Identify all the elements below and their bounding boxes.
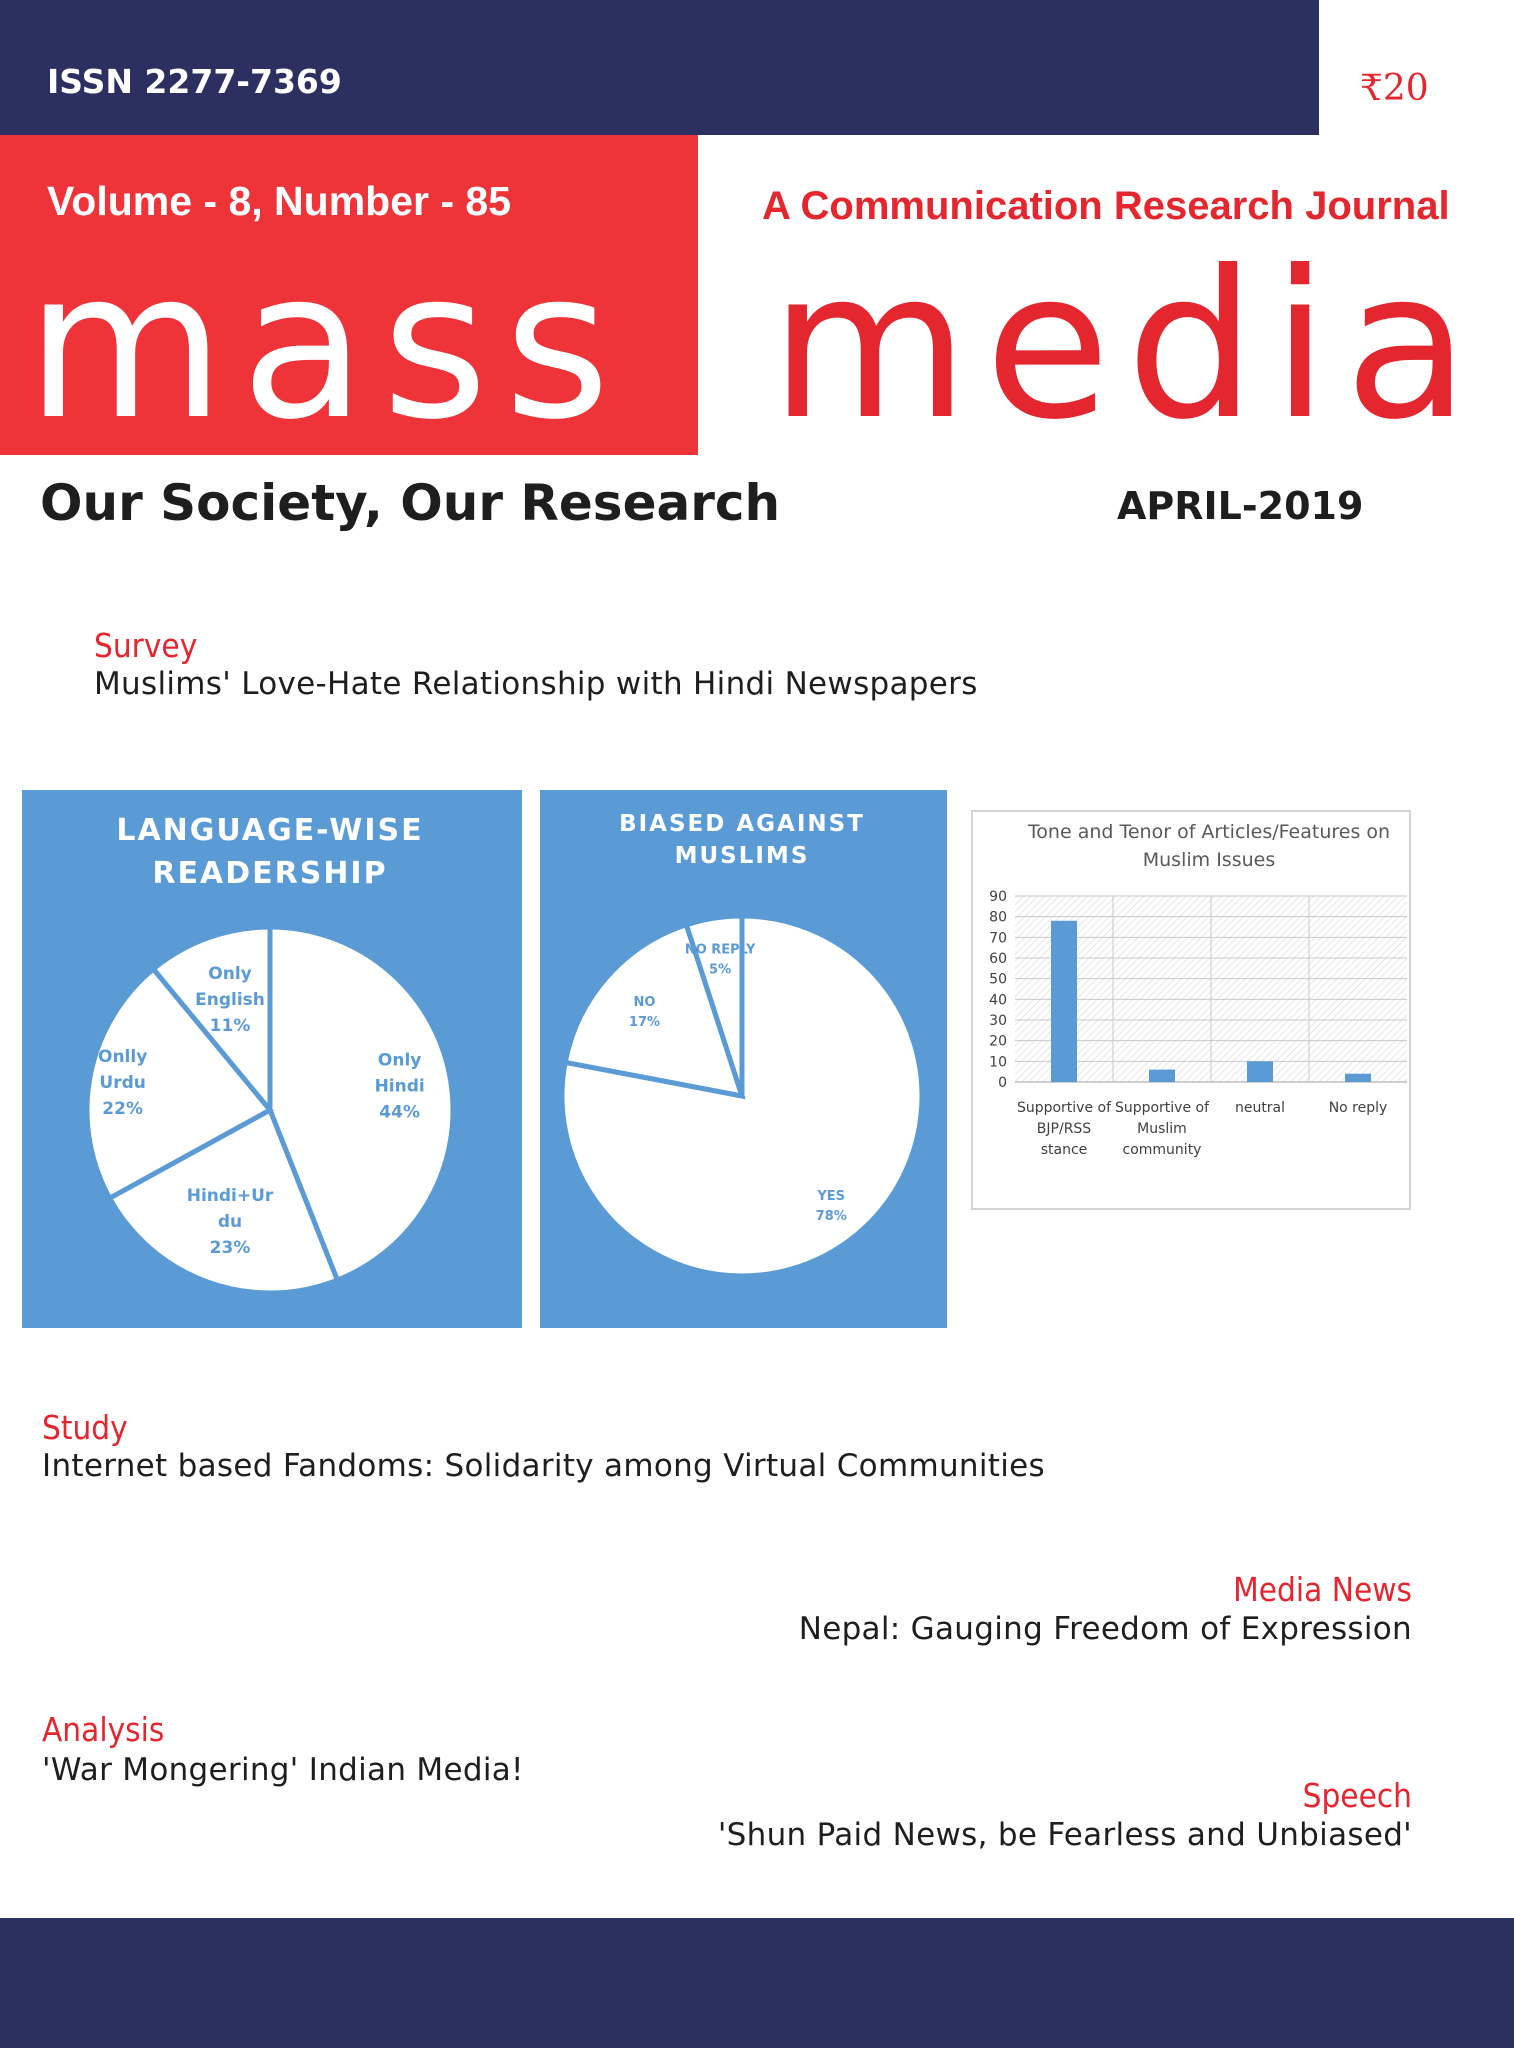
article-headline-speech[interactable]: 'Shun Paid News, be Fearless and Unbiased' xyxy=(717,1817,1412,1853)
bar xyxy=(1247,1061,1273,1082)
x-category-label: neutral xyxy=(1234,1100,1286,1116)
slogan: Our Society, Our Research xyxy=(40,474,781,532)
y-tick-label: 90 xyxy=(989,889,1007,905)
title-word-media: media xyxy=(770,228,1486,465)
y-tick-label: 80 xyxy=(989,909,1007,926)
x-category-label: Supportive of BJP/RSS stance xyxy=(1016,1100,1112,1158)
y-tick-label: 20 xyxy=(989,1033,1007,1050)
pie-slice-label: YES 78% xyxy=(815,1188,847,1224)
pie-slice-label: Onlly Urdu 22% xyxy=(98,1046,148,1119)
article-kicker-speech: Speech xyxy=(1302,1776,1412,1815)
chart-panel-biased xyxy=(540,790,947,1328)
bottom-banner xyxy=(0,1918,1514,2048)
article-kicker-survey: Survey xyxy=(94,626,198,665)
y-tick-label: 50 xyxy=(989,971,1007,988)
article-headline-survey[interactable]: Muslims' Love-Hate Relationship with Hindi Newspapers xyxy=(94,666,978,702)
y-tick-label: 60 xyxy=(989,951,1007,967)
bar xyxy=(1345,1074,1371,1082)
chart-title-line: READERSHIP xyxy=(152,856,388,891)
article-kicker-study: Study xyxy=(42,1408,128,1447)
y-tick-label: 30 xyxy=(989,1013,1007,1029)
chart-language-readership xyxy=(22,790,522,1328)
pie-slice-label: Only English 11% xyxy=(195,963,265,1036)
bar xyxy=(1149,1070,1175,1082)
chart-panel-tone-tenor xyxy=(971,810,1411,1210)
issue-date: APRIL-2019 xyxy=(1117,484,1364,528)
x-category-label: No reply xyxy=(1328,1100,1388,1116)
pie-slice-label: Hindi+Ur du 23% xyxy=(186,1186,274,1259)
chart-tone-tenor xyxy=(973,812,1409,1208)
article-kicker-media-news: Media News xyxy=(1233,1570,1412,1609)
pie-slice-label: Only Hindi 44% xyxy=(374,1050,425,1123)
title-word-mass: mass xyxy=(26,228,627,465)
volume-label: Volume - 8, Number - 85 xyxy=(47,178,512,224)
chart-title-line: Tone and Tenor of Articles/Features on xyxy=(1027,821,1391,843)
journal-tagline: A Communication Research Journal xyxy=(762,184,1450,228)
bar xyxy=(1051,921,1077,1082)
chart-title-line: MUSLIMS xyxy=(674,843,810,869)
price-label: ₹20 xyxy=(1360,68,1429,109)
y-tick-label: 40 xyxy=(989,992,1007,1009)
chart-biased-against-muslims xyxy=(540,790,947,1328)
issn-label: ISSN 2277-7369 xyxy=(47,62,342,101)
pie-slice-label: NO 17% xyxy=(628,995,661,1031)
chart-title-line: LANGUAGE-WISE xyxy=(116,813,424,848)
chart-title-line: BIASED AGAINST xyxy=(619,811,865,837)
article-headline-media-news[interactable]: Nepal: Gauging Freedom of Expression xyxy=(798,1611,1412,1647)
article-headline-study[interactable]: Internet based Fandoms: Solidarity among Virtual Communities xyxy=(42,1448,1045,1484)
chart-panel-language-readership xyxy=(22,790,522,1328)
y-tick-label: 0 xyxy=(998,1075,1007,1091)
x-category-label: Supportive of Muslim community xyxy=(1114,1100,1210,1158)
chart-title-line: Muslim Issues xyxy=(1142,849,1276,871)
article-headline-analysis[interactable]: 'War Mongering' Indian Media! xyxy=(42,1752,524,1788)
y-tick-label: 70 xyxy=(989,930,1007,947)
pie-slice-label: NO REPLY 5% xyxy=(684,942,756,978)
article-kicker-analysis: Analysis xyxy=(42,1710,165,1749)
y-tick-label: 10 xyxy=(989,1054,1007,1071)
